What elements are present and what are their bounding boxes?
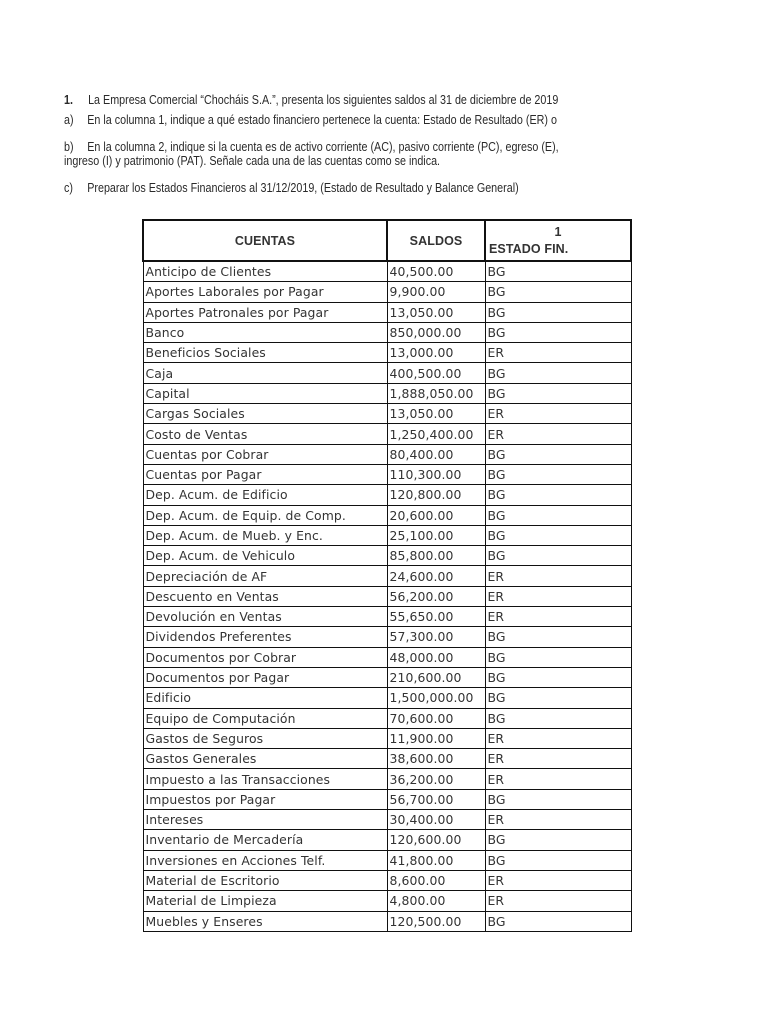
cell-cuenta: Aportes Patronales por Pagar xyxy=(143,302,387,322)
accounts-table xyxy=(142,219,632,932)
table-row xyxy=(143,810,631,830)
cell-saldo: 56,200.00 xyxy=(387,586,485,606)
cell-saldo: 120,600.00 xyxy=(387,830,485,850)
table-row xyxy=(143,322,631,342)
cell-saldo: 80,400.00 xyxy=(387,444,485,464)
cell-cuenta: Aportes Laborales por Pagar xyxy=(143,282,387,302)
cell-estado: BG xyxy=(485,627,631,647)
cell-cuenta: Muebles y Enseres xyxy=(143,911,387,931)
cell-cuenta: Inventario de Mercadería xyxy=(143,830,387,850)
cell-cuenta: Beneficios Sociales xyxy=(143,343,387,363)
cell-estado: BG xyxy=(485,363,631,383)
cell-estado: BG xyxy=(485,911,631,931)
cell-cuenta: Documentos por Pagar xyxy=(143,667,387,687)
cell-saldo: 110,300.00 xyxy=(387,464,485,484)
cell-saldo: 11,900.00 xyxy=(387,728,485,748)
table-row xyxy=(143,728,631,748)
cell-cuenta: Documentos por Cobrar xyxy=(143,647,387,667)
cell-cuenta: Inversiones en Acciones Telf. xyxy=(143,850,387,870)
table-row xyxy=(143,282,631,302)
cell-saldo: 30,400.00 xyxy=(387,810,485,830)
cell-estado: ER xyxy=(485,749,631,769)
cell-estado: BG xyxy=(485,322,631,342)
cell-cuenta: Dep. Acum. de Equip. de Comp. xyxy=(143,505,387,525)
cell-cuenta: Dividendos Preferentes xyxy=(143,627,387,647)
cell-estado: ER xyxy=(485,607,631,627)
header-column-number: 1 xyxy=(554,224,562,239)
cell-cuenta: Descuento en Ventas xyxy=(143,586,387,606)
item-c-text: Preparar los Estados Financieros al 31/12/2019, (Estado de Resultado y Balance General) xyxy=(87,181,519,195)
instruction-item-b-line2 xyxy=(64,154,440,168)
table-row xyxy=(143,424,631,444)
instruction-item-1 xyxy=(64,93,558,107)
instruction-item-b-line1 xyxy=(64,140,559,154)
cell-estado: BG xyxy=(485,850,631,870)
cell-cuenta: Devolución en Ventas xyxy=(143,607,387,627)
cell-estado: BG xyxy=(485,830,631,850)
cell-cuenta: Dep. Acum. de Vehiculo xyxy=(143,546,387,566)
cell-estado: BG xyxy=(485,383,631,403)
table-row xyxy=(143,647,631,667)
cell-cuenta: Costo de Ventas xyxy=(143,424,387,444)
cell-cuenta: Material de Escritorio xyxy=(143,870,387,890)
cell-saldo: 70,600.00 xyxy=(387,708,485,728)
cell-cuenta: Impuesto a las Transacciones xyxy=(143,769,387,789)
instruction-item-c xyxy=(64,181,519,195)
cell-estado: BG xyxy=(485,444,631,464)
table-row xyxy=(143,302,631,322)
cell-estado: ER xyxy=(485,586,631,606)
cell-cuenta: Cuentas por Cobrar xyxy=(143,444,387,464)
cell-saldo: 55,650.00 xyxy=(387,607,485,627)
cell-saldo: 25,100.00 xyxy=(387,525,485,545)
cell-cuenta: Dep. Acum. de Edificio xyxy=(143,485,387,505)
header-cuentas: CUENTAS xyxy=(143,220,387,261)
cell-saldo: 56,700.00 xyxy=(387,789,485,809)
cell-estado: ER xyxy=(485,870,631,890)
cell-cuenta: Banco xyxy=(143,322,387,342)
cell-saldo: 8,600.00 xyxy=(387,870,485,890)
cell-cuenta: Anticipo de Clientes xyxy=(143,261,387,282)
cell-saldo: 57,300.00 xyxy=(387,627,485,647)
table-row xyxy=(143,566,631,586)
cell-estado: BG xyxy=(485,302,631,322)
cell-estado: BG xyxy=(485,464,631,484)
table-row xyxy=(143,667,631,687)
table-row xyxy=(143,891,631,911)
cell-estado: BG xyxy=(485,261,631,282)
cell-saldo: 210,600.00 xyxy=(387,667,485,687)
cell-saldo: 1,250,400.00 xyxy=(387,424,485,444)
cell-cuenta: Gastos Generales xyxy=(143,749,387,769)
table-row xyxy=(143,627,631,647)
cell-cuenta: Impuestos por Pagar xyxy=(143,789,387,809)
table-row xyxy=(143,607,631,627)
table-row xyxy=(143,749,631,769)
table-row xyxy=(143,404,631,424)
table-row xyxy=(143,870,631,890)
cell-estado: ER xyxy=(485,424,631,444)
cell-saldo: 850,000.00 xyxy=(387,322,485,342)
cell-estado: ER xyxy=(485,891,631,911)
cell-saldo: 48,000.00 xyxy=(387,647,485,667)
cell-saldo: 1,500,000.00 xyxy=(387,688,485,708)
cell-estado: BG xyxy=(485,688,631,708)
table-row xyxy=(143,546,631,566)
cell-estado: BG xyxy=(485,789,631,809)
cell-estado: BG xyxy=(485,525,631,545)
table-row xyxy=(143,261,631,282)
cell-estado: ER xyxy=(485,404,631,424)
table-row xyxy=(143,586,631,606)
cell-saldo: 40,500.00 xyxy=(387,261,485,282)
cell-estado: BG xyxy=(485,485,631,505)
cell-cuenta: Intereses xyxy=(143,810,387,830)
cell-estado: ER xyxy=(485,343,631,363)
cell-estado: BG xyxy=(485,505,631,525)
cell-saldo: 400,500.00 xyxy=(387,363,485,383)
table-row xyxy=(143,383,631,403)
cell-saldo: 24,600.00 xyxy=(387,566,485,586)
cell-saldo: 41,800.00 xyxy=(387,850,485,870)
table-row xyxy=(143,789,631,809)
header-estado-fin xyxy=(485,220,631,261)
table-row xyxy=(143,769,631,789)
cell-estado: ER xyxy=(485,728,631,748)
cell-cuenta: Equipo de Computación xyxy=(143,708,387,728)
cell-estado: BG xyxy=(485,708,631,728)
table-row xyxy=(143,464,631,484)
table-body xyxy=(143,261,631,931)
table-row xyxy=(143,505,631,525)
table-row xyxy=(143,830,631,850)
table-row xyxy=(143,525,631,545)
cell-saldo: 36,200.00 xyxy=(387,769,485,789)
item-a-text: En la columna 1, indique a qué estado financiero pertenece la cuenta: Estado de Resultado (ER) o xyxy=(87,113,557,127)
item-1-text: La Empresa Comercial “Chocháis S.A.”, presenta los siguientes saldos al 31 de diciembre de 2019 xyxy=(88,93,559,107)
cell-cuenta: Depreciación de AF xyxy=(143,566,387,586)
cell-estado: BG xyxy=(485,647,631,667)
table-row xyxy=(143,343,631,363)
header-estado-label: ESTADO FIN. xyxy=(489,241,569,256)
item-b-text-line1: En la columna 2, indique si la cuenta es de activo corriente (AC), pasivo corriente (PC), egreso (E), xyxy=(87,140,559,154)
cell-estado: ER xyxy=(485,566,631,586)
header-saldos: SALDOS xyxy=(387,220,485,261)
cell-cuenta: Caja xyxy=(143,363,387,383)
cell-saldo: 38,600.00 xyxy=(387,749,485,769)
cell-cuenta: Edificio xyxy=(143,688,387,708)
item-a-label: a) xyxy=(64,113,74,127)
cell-saldo: 120,800.00 xyxy=(387,485,485,505)
cell-estado: BG xyxy=(485,667,631,687)
cell-cuenta: Capital xyxy=(143,383,387,403)
instruction-item-a xyxy=(64,113,557,127)
item-c-label: c) xyxy=(64,181,73,195)
cell-saldo: 13,050.00 xyxy=(387,404,485,424)
cell-estado: ER xyxy=(485,810,631,830)
table-row xyxy=(143,911,631,931)
cell-estado: ER xyxy=(485,769,631,789)
cell-cuenta: Cargas Sociales xyxy=(143,404,387,424)
table-row xyxy=(143,688,631,708)
cell-saldo: 120,500.00 xyxy=(387,911,485,931)
table-row xyxy=(143,363,631,383)
cell-saldo: 9,900.00 xyxy=(387,282,485,302)
cell-estado: BG xyxy=(485,282,631,302)
cell-cuenta: Dep. Acum. de Mueb. y Enc. xyxy=(143,525,387,545)
cell-saldo: 20,600.00 xyxy=(387,505,485,525)
table-row xyxy=(143,708,631,728)
table-row xyxy=(143,485,631,505)
table-row xyxy=(143,850,631,870)
cell-saldo: 1,888,050.00 xyxy=(387,383,485,403)
item-b-label: b) xyxy=(64,140,74,154)
cell-saldo: 4,800.00 xyxy=(387,891,485,911)
cell-estado: BG xyxy=(485,546,631,566)
cell-cuenta: Cuentas por Pagar xyxy=(143,464,387,484)
cell-saldo: 13,050.00 xyxy=(387,302,485,322)
item-1-number: 1. xyxy=(64,93,73,107)
cell-cuenta: Gastos de Seguros xyxy=(143,728,387,748)
cell-saldo: 13,000.00 xyxy=(387,343,485,363)
item-b-text-line2: ingreso (I) y patrimonio (PAT). Señale cada una de las cuentas como se indica. xyxy=(64,154,441,168)
cell-cuenta: Material de Limpieza xyxy=(143,891,387,911)
cell-saldo: 85,800.00 xyxy=(387,546,485,566)
table-row xyxy=(143,444,631,464)
table-header-row xyxy=(143,220,631,261)
